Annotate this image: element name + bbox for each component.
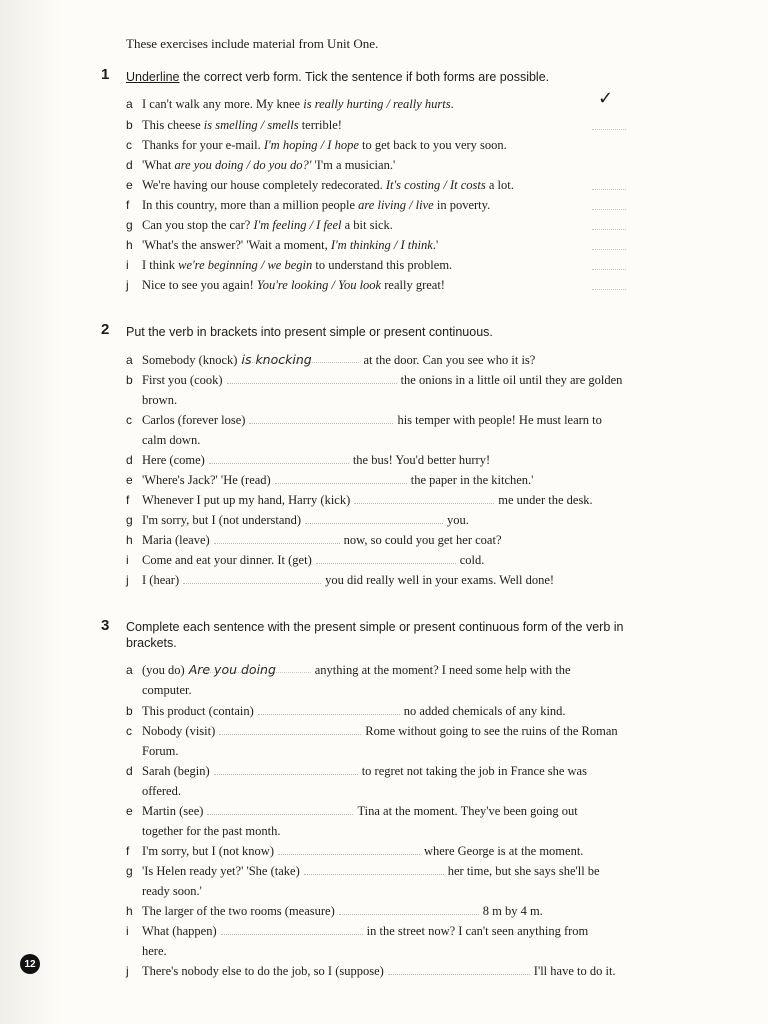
- item-text: Nice to see you again!: [142, 278, 257, 292]
- item-letter: i: [126, 553, 129, 567]
- item-text: Thanks for your e-mail.: [142, 138, 264, 152]
- tick-answer-line[interactable]: [592, 289, 626, 290]
- item-line: [126, 761, 686, 781]
- item-letter: e: [126, 473, 133, 487]
- item-prompt: Martin (see): [142, 804, 204, 818]
- item-text-end: .': [432, 238, 439, 252]
- ex2-item: [126, 550, 686, 570]
- item-letter: c: [126, 724, 132, 738]
- item-continuation: together for the past month.: [142, 824, 281, 838]
- answer-blank[interactable]: [241, 350, 359, 367]
- item-prompt: Carlos (forever lose): [142, 413, 246, 427]
- item-text-end: Rome without going to see the ruins of the Roman: [365, 724, 618, 738]
- answer-blank[interactable]: [354, 491, 494, 504]
- item-line: [126, 801, 686, 821]
- ex3-item: [126, 701, 686, 721]
- item-letter: j: [126, 964, 129, 978]
- exercise-1-item: [126, 255, 686, 275]
- item-prompt: First you (cook): [142, 373, 223, 387]
- exercise-1-title-underline: Underline: [126, 70, 180, 84]
- tick-answer-line[interactable]: [592, 189, 626, 190]
- item-line: [126, 350, 686, 370]
- item-line: [126, 450, 686, 470]
- answer-blank[interactable]: [275, 471, 407, 484]
- exercise-2-title: Put the verb in brackets into present simple or present continuous.: [126, 325, 493, 339]
- answer-blank[interactable]: [214, 531, 340, 544]
- item-line: [126, 570, 686, 590]
- item-text-end: you.: [447, 513, 469, 527]
- item-letter: f: [126, 493, 130, 507]
- item-text-end: really great!: [381, 278, 445, 292]
- tick-answer-line[interactable]: [592, 269, 626, 270]
- item-letter: d: [126, 453, 133, 467]
- ex3-item: [126, 901, 686, 921]
- item-text: 'What's the answer?' 'Wait a moment,: [142, 238, 331, 252]
- item-line: [126, 921, 686, 941]
- item-text-end: I'll have to do it.: [533, 964, 616, 978]
- item-text-end: in the street now? I can't seen anything from: [366, 924, 589, 938]
- ex2-item: [126, 530, 686, 550]
- item-letter: a: [126, 97, 133, 111]
- item-prompt: Somebody (knock): [142, 353, 238, 367]
- intro-text: These exercises include material from Unit One.: [126, 36, 379, 51]
- tick-answer-line[interactable]: [592, 229, 626, 230]
- item-line: [126, 961, 686, 981]
- item-prompt: This product (contain): [142, 704, 254, 718]
- item-text-end: the bus! You'd better hurry!: [352, 453, 491, 467]
- item-text-end: the paper in the kitchen.': [410, 473, 534, 487]
- exercise-1-title: [126, 69, 666, 85]
- answer-blank[interactable]: [249, 411, 393, 424]
- item-text: 'What: [142, 158, 175, 172]
- item-text-end: anything at the moment? I need some help with the: [314, 663, 571, 677]
- answer-blank[interactable]: [214, 762, 358, 775]
- item-prompt: Here (come): [142, 453, 205, 467]
- exercise-3-title: Complete each sentence with the present simple or present continuous form of the verb in brackets.: [126, 620, 624, 650]
- choice-options: I'm thinking / I think: [330, 238, 433, 252]
- item-text-end: her time, but she says she'll be: [447, 864, 600, 878]
- exercise-1-item: [126, 94, 686, 114]
- tick-answer-line[interactable]: [592, 129, 626, 130]
- answer-blank[interactable]: [305, 511, 443, 524]
- item-continuation: computer.: [142, 683, 192, 697]
- item-letter: f: [126, 844, 130, 858]
- handwritten-answer: Are you doing: [188, 662, 276, 677]
- tick-answer-line[interactable]: [592, 249, 626, 250]
- item-continuation: here.: [142, 944, 167, 958]
- item-text-end: his temper with people! He must learn to: [397, 413, 602, 427]
- answer-blank[interactable]: [258, 702, 400, 715]
- item-prompt: Come and eat your dinner. It (get): [142, 553, 312, 567]
- item-line: [126, 901, 686, 921]
- answer-blank[interactable]: [188, 660, 311, 677]
- item-letter: a: [126, 663, 133, 677]
- item-letter: h: [126, 904, 133, 918]
- item-text: I think: [142, 258, 179, 272]
- item-continuation: calm down.: [142, 433, 201, 447]
- item-letter: j: [126, 573, 129, 587]
- ex2-item: [126, 410, 686, 450]
- item-letter: e: [126, 804, 133, 818]
- item-letter: b: [126, 704, 133, 718]
- choice-options: we're beginning / we begin: [178, 258, 313, 272]
- item-line: [126, 410, 686, 430]
- answer-blank[interactable]: [388, 962, 530, 975]
- item-text-end: to understand this problem.: [312, 258, 453, 272]
- item-letter: d: [126, 158, 133, 172]
- item-text-end: cold.: [459, 553, 485, 567]
- choice-options: You're looking / You look: [256, 278, 382, 292]
- exercise-1-number: 1: [101, 66, 110, 83]
- item-text-end: terrible!: [298, 118, 342, 132]
- item-line: [126, 701, 686, 721]
- choice-options: are living / live: [358, 198, 434, 212]
- item-text-end: now, so could you get her coat?: [343, 533, 502, 547]
- item-line: [126, 721, 686, 741]
- item-line: [126, 550, 686, 570]
- ex2-item: [126, 490, 686, 510]
- item-letter: b: [126, 118, 133, 132]
- item-text-end: you did really well in your exams. Well done!: [325, 573, 555, 587]
- item-continuation: offered.: [142, 784, 181, 798]
- exercise-1-item: [126, 195, 686, 215]
- item-prompt: 'Where's Jack?' 'He (read): [142, 473, 271, 487]
- item-line: [126, 660, 686, 680]
- ex3-item: [126, 841, 686, 861]
- item-prompt: I'm sorry, but I (not know): [142, 844, 274, 858]
- item-continuation: Forum.: [142, 744, 179, 758]
- item-prompt: Maria (leave): [142, 533, 210, 547]
- item-prompt: The larger of the two rooms (measure): [142, 904, 335, 918]
- ex2-item: [126, 350, 686, 370]
- answer-blank[interactable]: [219, 722, 361, 735]
- answer-blank[interactable]: [209, 451, 349, 464]
- exercise-2-number: 2: [101, 321, 110, 338]
- item-text-end: Tina at the moment. They've been going out: [357, 804, 578, 818]
- exercise-1-item: [126, 175, 686, 195]
- item-letter: b: [126, 373, 133, 387]
- item-text-end: a bit sick.: [341, 218, 393, 232]
- item-letter: h: [126, 238, 133, 252]
- item-text-end: 'I'm a musician.': [311, 158, 396, 172]
- item-text: Can you stop the car?: [142, 218, 254, 232]
- item-prompt: 'Is Helen ready yet?' 'She (take): [142, 864, 300, 878]
- item-continuation: ready soon.': [142, 884, 202, 898]
- answer-blank[interactable]: [316, 551, 456, 564]
- item-prompt: Nobody (visit): [142, 724, 216, 738]
- ex2-item: [126, 470, 686, 490]
- answer-blank[interactable]: [278, 842, 420, 855]
- ex3-item: [126, 761, 686, 801]
- item-letter: j: [126, 278, 129, 292]
- item-letter: i: [126, 924, 129, 938]
- choice-options: are you doing / do you do?': [174, 158, 312, 172]
- item-text-end: .: [450, 97, 454, 111]
- exercise-1-item: [126, 235, 686, 255]
- answer-blank[interactable]: [227, 371, 397, 384]
- item-line: [126, 510, 686, 530]
- page-shadow: [0, 0, 60, 1024]
- item-text-end: to get back to you very soon.: [358, 138, 507, 152]
- item-letter: h: [126, 533, 133, 547]
- item-text-end: 8 m by 4 m.: [482, 904, 543, 918]
- answer-blank[interactable]: [221, 922, 363, 935]
- ex3-item: [126, 861, 686, 901]
- item-line: [126, 861, 686, 881]
- item-letter: g: [126, 513, 133, 527]
- ex2-item: [126, 510, 686, 530]
- item-text-end: where George is at the moment.: [423, 844, 584, 858]
- ex2-item: [126, 370, 686, 410]
- page-number-badge: 12: [20, 954, 40, 974]
- item-text: In this country, more than a million people: [142, 198, 359, 212]
- ex3-item: [126, 660, 686, 700]
- ex2-item: [126, 450, 686, 470]
- item-prompt: (you do): [142, 663, 185, 677]
- item-line: [126, 530, 686, 550]
- choice-options: is smelling / smells: [203, 118, 299, 132]
- item-prompt: Whenever I put up my hand, Harry (kick): [142, 493, 351, 507]
- ex3-item: [126, 721, 686, 761]
- item-letter: a: [126, 353, 133, 367]
- exercise-1-item: [126, 275, 686, 295]
- exercise-1-item: [126, 115, 686, 135]
- item-text-end: me under the desk.: [498, 493, 593, 507]
- ex2-item: [126, 570, 686, 590]
- exercise-1-title-rest: the correct verb form. Tick the sentence if both forms are possible.: [179, 70, 550, 84]
- item-text-end: to regret not taking the job in France she was: [361, 764, 587, 778]
- ex3-item: [126, 961, 686, 981]
- choice-options: I'm feeling / I feel: [253, 218, 342, 232]
- tick-answer-line[interactable]: [592, 209, 626, 210]
- exercise-1-item: [126, 215, 686, 235]
- handwritten-answer: is knocking: [241, 352, 312, 367]
- item-line: [126, 841, 686, 861]
- item-text-end: in poverty.: [433, 198, 491, 212]
- answer-blank[interactable]: [183, 571, 321, 584]
- answer-blank[interactable]: [339, 902, 479, 915]
- item-text: This cheese: [142, 118, 204, 132]
- choice-options: I'm hoping / I hope: [263, 138, 359, 152]
- item-text: I can't walk any more. My knee: [142, 97, 304, 111]
- item-prompt: Sarah (begin): [142, 764, 210, 778]
- tick-mark-icon: ✓: [598, 88, 614, 109]
- item-letter: c: [126, 138, 132, 152]
- item-prompt: I (hear): [142, 573, 180, 587]
- ex3-item: [126, 801, 686, 841]
- item-prompt: What (happen): [142, 924, 217, 938]
- item-letter: g: [126, 864, 133, 878]
- item-letter: e: [126, 178, 133, 192]
- item-line: [126, 490, 686, 510]
- item-text: We're having our house completely redecorated.: [142, 178, 386, 192]
- answer-blank[interactable]: [207, 802, 353, 815]
- choice-options: It's costing / It costs: [385, 178, 486, 192]
- item-text-end: a lot.: [485, 178, 514, 192]
- ex3-item: [126, 921, 686, 961]
- item-letter: d: [126, 764, 133, 778]
- item-text-end: no added chemicals of any kind.: [403, 704, 566, 718]
- item-letter: g: [126, 218, 133, 232]
- item-prompt: I'm sorry, but I (not understand): [142, 513, 302, 527]
- exercise-1-item: [126, 135, 686, 155]
- item-letter: f: [126, 198, 130, 212]
- item-line: [126, 370, 686, 390]
- answer-blank[interactable]: [304, 862, 444, 875]
- item-continuation: brown.: [142, 393, 178, 407]
- item-line: [126, 470, 686, 490]
- item-text-end: at the door. Can you see who it is?: [363, 353, 536, 367]
- exercise-1-item: [126, 155, 686, 175]
- item-letter: i: [126, 258, 129, 272]
- item-text-end: the onions in a little oil until they are golden: [400, 373, 623, 387]
- choice-options: is really hurting / really hurts: [303, 97, 451, 111]
- exercise-3-number: 3: [101, 617, 110, 634]
- item-letter: c: [126, 413, 132, 427]
- item-prompt: There's nobody else to do the job, so I (suppose): [142, 964, 384, 978]
